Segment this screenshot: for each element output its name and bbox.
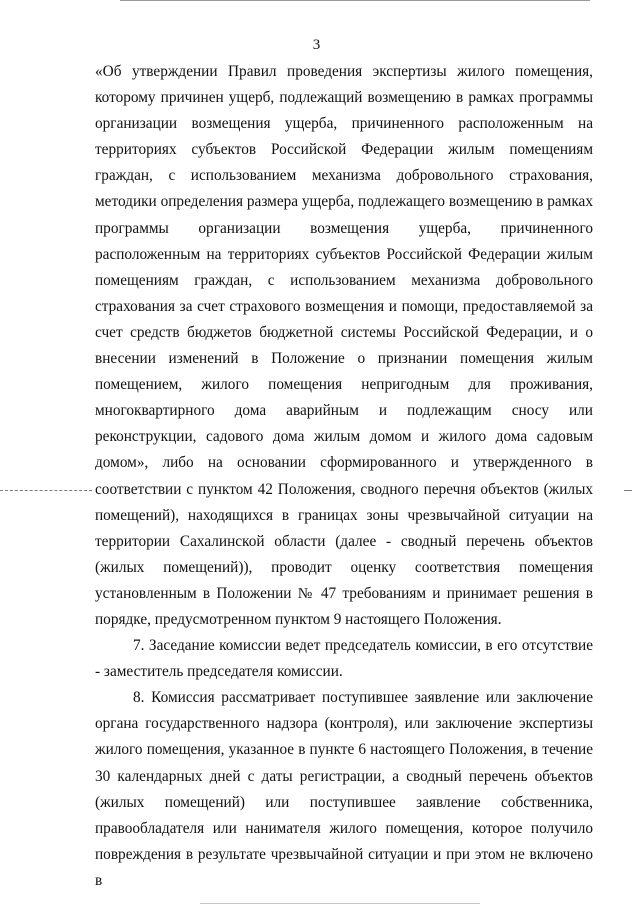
page-number: 3 (312, 37, 321, 53)
top-scan-rule (120, 0, 590, 1)
paragraph-item-7: 7. Заседание комиссии ведет председатель комиссии, в его отсутствие - заместитель председателя комиссии. (95, 637, 593, 681)
paragraph-continuation: «Об утверждении Правил проведения экспертизы жилого помещения, которому причинен ущерб, подлежащий возмещению в рамках программы организации возмещения ущерба, причиненного расположенным на территориях субъектов Российской Федерации жилым помещениям граждан, с использованием механизма добровольного страхования, методики определения размера ущерба, подлежащего возмещению в рамках программы организации возмещения ущерба, причиненного расположенным на территориях субъектов Российской Федерации жилым помещениям граждан, с использованием механизма добровольного страхования за счет страхового возмещения и помощи, предоставляемой за счет средств бюджетов бюджетной системы Российской Федерации, и о внесении изменений в Положение о признании помещения жилым помещением, жилого помещения непригодным для проживания, многоквартирного дома аварийным и подлежащим сносу или реконструкции, садового дома жилым домом и жилого дома садовым домом», либо на основании сформированного и утвержденного в соответствии с пунктом 42 Положения, сводного перечня объектов (жилых помещений), находящихся в границах зоны чрезвычайной ситуации на территории Сахалинской области (далее - сводный перечень объектов (жилых помещений)), проводит оценку соответствия помещения установленным в Положении № 47 требованиям и принимает решения в порядке, предусмотренном пунктом 9 настоящего Положения. (95, 63, 593, 628)
paragraph-item-8: 8. Комиссия рассматривает поступившее заявление или заключение органа государственного надзора (контроля), или заключение экспертизы жилого помещения, указанное в пункте 6 настоящего Положения, в течение 30 календарных дней с даты регистрации, а сводный перечень объектов (жилых помещений) или поступившее заявление собственника, правообладателя или нанимателя жилого помещения, которое получило повреждения в результате чрезвычайной ситуации и при этом не включено в (95, 689, 593, 889)
bottom-scan-rule (200, 903, 480, 904)
left-margin-fold-mark (0, 490, 92, 491)
document-body (95, 59, 593, 894)
right-margin-fold-mark (624, 490, 632, 491)
